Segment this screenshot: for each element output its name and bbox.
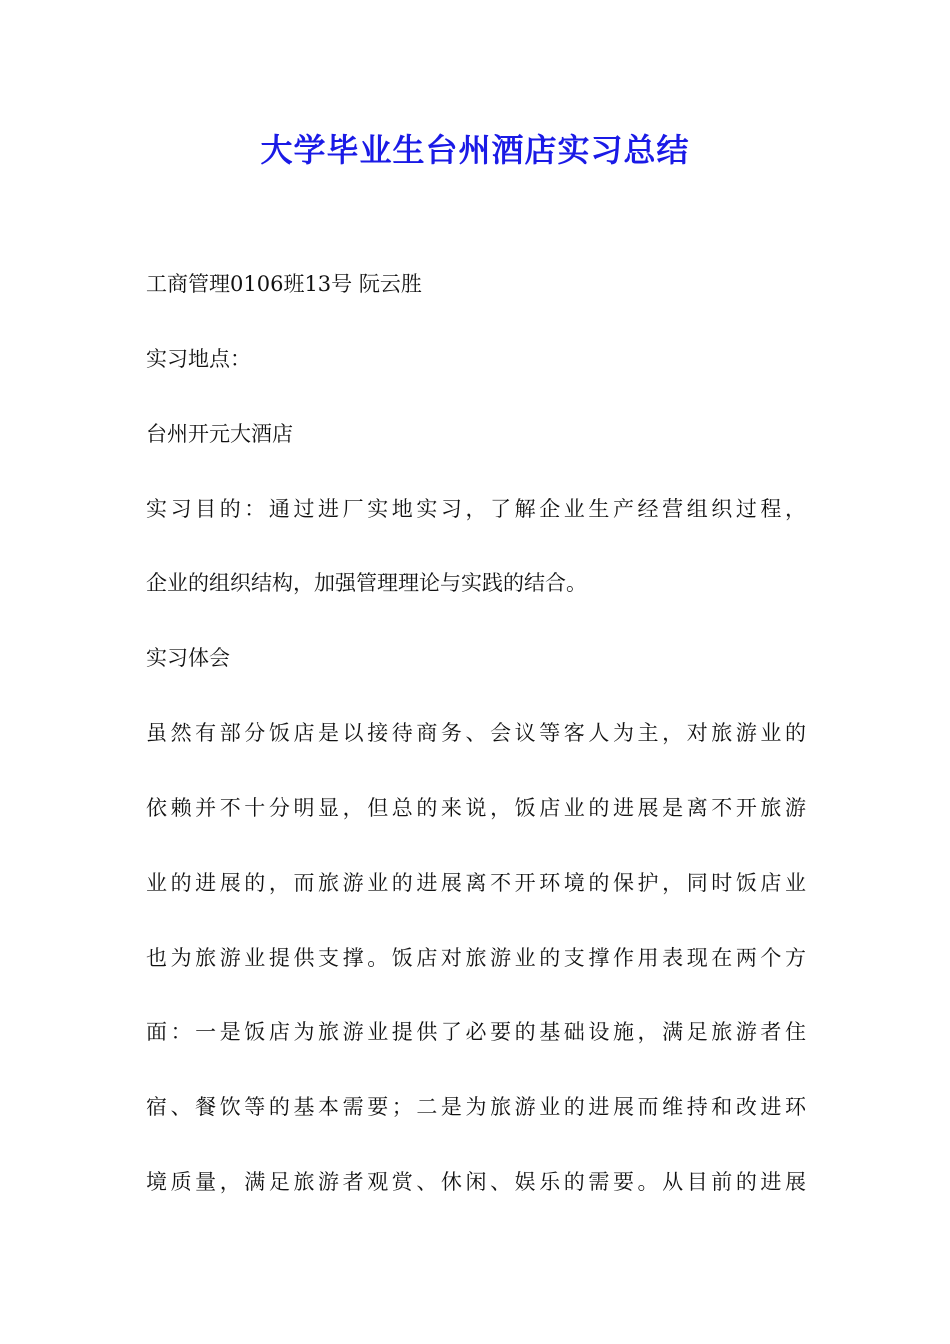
body-line: 宿、餐饮等的基本需要；二是为旅游业的进展而维持和改进环 (146, 1095, 806, 1119)
body-line: 虽然有部分饭店是以接待商务、会议等客人为主，对旅游业的 (146, 721, 806, 745)
body-line: 业的进展的，而旅游业的进展离不开环境的保护，同时饭店业 (146, 871, 806, 895)
body-line: 面：一是饭店为旅游业提供了必要的基础设施，满足旅游者住 (146, 1020, 806, 1044)
location-value: 台州开元大酒店 (146, 422, 293, 446)
purpose-line: 企业的组织结构，加强管理理论与实践的结合。 (146, 571, 587, 595)
body-line: 境质量，满足旅游者观赏、休闲、娱乐的需要。从目前的进展 (146, 1170, 806, 1194)
experience-heading: 实习体会 (146, 646, 230, 670)
purpose-line: 实习目的：通过进厂实地实习，了解企业生产经营组织过程， (146, 497, 806, 521)
document-title: 大学毕业生台州酒店实习总结 (260, 131, 690, 169)
body-line: 依赖并不十分明显，但总的来说，饭店业的进展是离不开旅游 (146, 796, 806, 820)
location-label: 实习地点： (146, 347, 251, 371)
body-line: 也为旅游业提供支撑。饭店对旅游业的支撑作用表现在两个方 (146, 946, 806, 970)
author-line: 工商管理0106班13号 阮云胜 (146, 272, 422, 296)
